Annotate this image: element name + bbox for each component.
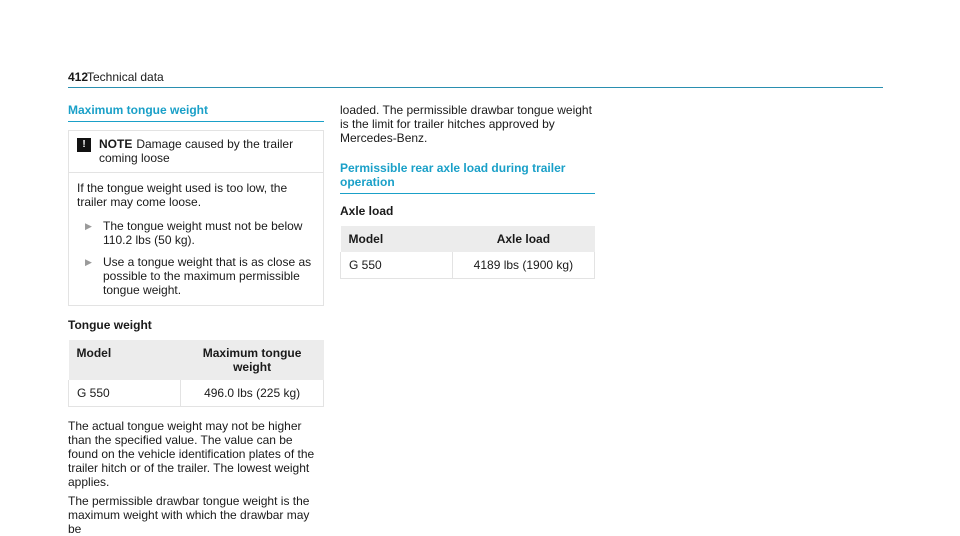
note-text-wrap	[99, 137, 315, 165]
heading-rear-axle-load: Permissible rear axle load during trailer operation	[340, 161, 595, 194]
table-header-cell: Model	[69, 340, 181, 380]
table-row	[341, 252, 595, 279]
table-row	[69, 380, 324, 407]
section-title: Technical data	[87, 70, 164, 84]
table-header-cell: Axle load	[452, 226, 594, 252]
tongue-weight-table	[68, 340, 324, 407]
note-body-text: If the tongue weight used is too low, the trailer may come loose.	[77, 181, 288, 209]
heading-max-tongue-weight: Maximum tongue weight	[68, 103, 324, 122]
right-column	[340, 103, 595, 279]
note-title: NOTE	[99, 137, 133, 151]
header-rule	[68, 87, 883, 88]
table-header-cell: Model	[341, 226, 453, 252]
table-header-cell: Maximum tongue weight	[181, 340, 324, 380]
table-header-row	[341, 226, 595, 252]
play-arrow-icon: ▶	[85, 257, 92, 267]
paragraph-continued: loaded. The permissible drawbar tongue weight is the limit for trailer hitches approved by Mercedes-Benz.	[340, 103, 592, 145]
left-column	[68, 103, 324, 536]
table-title-tongue-weight: Tongue weight	[68, 318, 152, 332]
note-text: Damage caused by the trailer coming loose	[99, 137, 294, 165]
table-header-row	[69, 340, 324, 380]
note-body	[69, 173, 323, 305]
table-cell: G 550	[69, 380, 181, 407]
note-header	[69, 131, 323, 173]
note-step-text: The tongue weight must not be below 110.2 lbs (50 kg).	[103, 219, 303, 247]
table-title-axle-load: Axle load	[340, 204, 394, 218]
note-step	[77, 219, 315, 247]
exclamation-icon: !	[77, 138, 91, 152]
note-step-text: Use a tongue weight that is as close as possible to the maximum permissible tongue weight.	[103, 255, 312, 297]
note-step	[77, 255, 315, 297]
table-cell: G 550	[341, 252, 453, 279]
page-number: 412	[68, 70, 89, 84]
paragraph-actual-weight: The actual tongue weight may not be higher than the specified value. The value can be found on the vehicle identification plates of the trailer hitch or of the trailer. The lowest weight applies.	[68, 419, 315, 489]
play-arrow-icon: ▶	[85, 221, 92, 231]
table-cell: 496.0 lbs (225 kg)	[181, 380, 324, 407]
paragraph-drawbar: The permissible drawbar tongue weight is the maximum weight with which the drawbar may be	[68, 494, 310, 536]
note-box	[68, 130, 324, 306]
axle-load-table	[340, 226, 595, 279]
table-cell: 4189 lbs (1900 kg)	[452, 252, 594, 279]
